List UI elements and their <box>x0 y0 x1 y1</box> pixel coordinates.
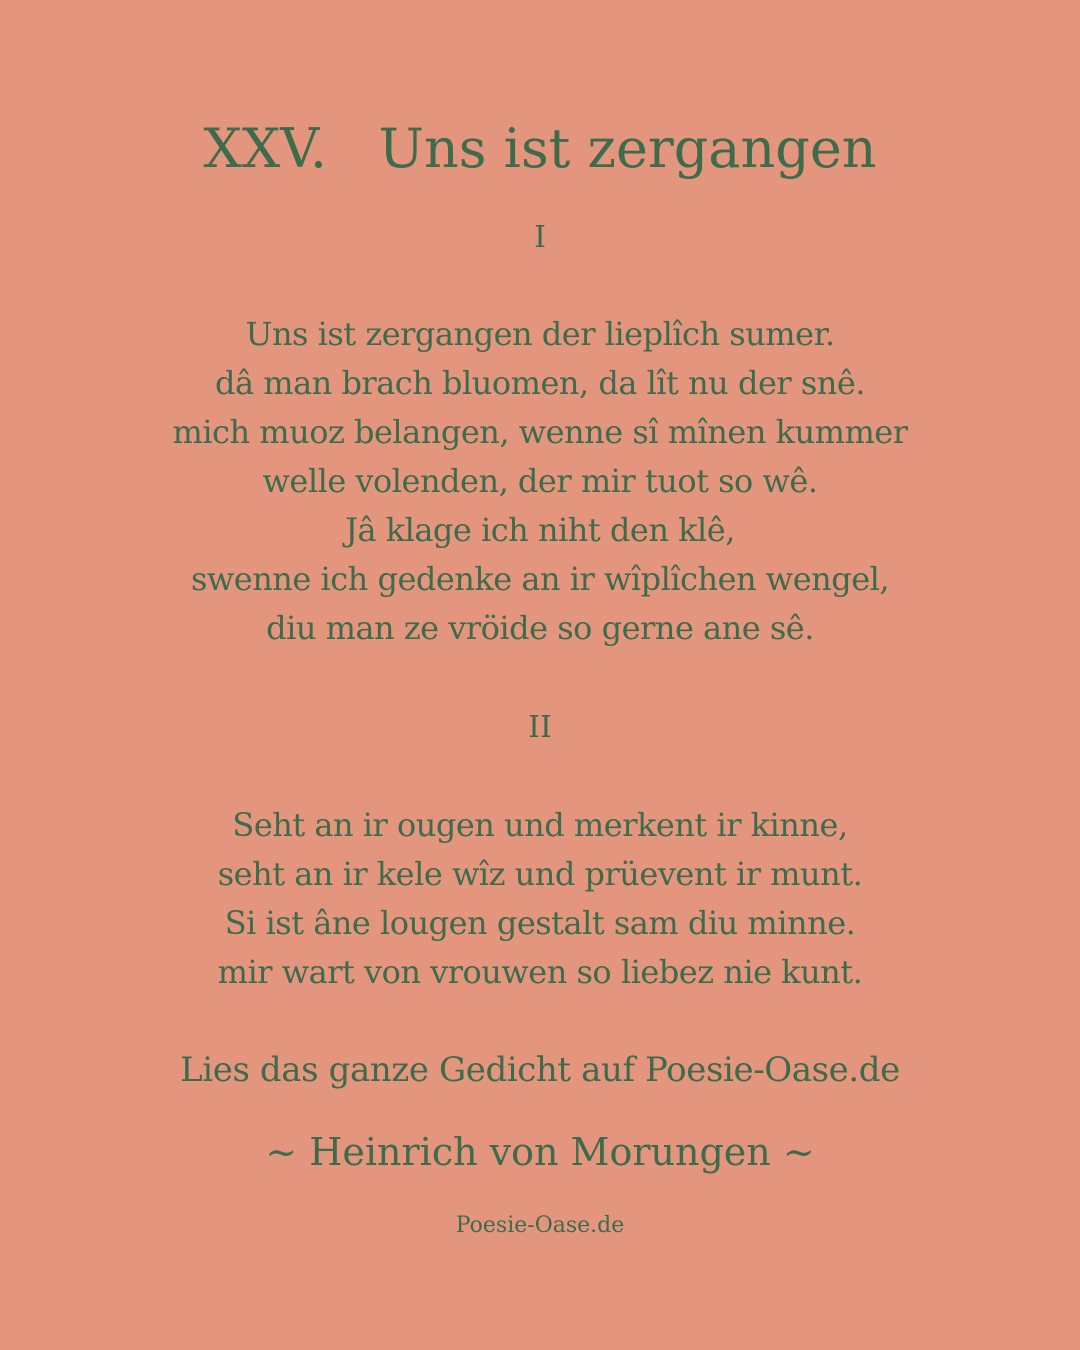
stanza-1-line-2: dâ man brach bluomen, da lît nu der snê. <box>215 364 865 402</box>
poem-title: XXV. Uns ist zergangen <box>203 117 877 180</box>
stanza-2-line-1: Seht an ir ougen und merkent ir kinne, <box>232 806 848 844</box>
stanza-number-2: II <box>528 710 552 745</box>
stanza-2-line-4: mir wart von vrouwen so liebez nie kunt. <box>217 953 863 991</box>
stanza-number-1: I <box>534 220 546 255</box>
site-footer: Poesie-Oase.de <box>455 1213 625 1238</box>
stanza-1-line-3: mich muoz belangen, wenne sî mînen kummer <box>172 413 908 451</box>
stanza-2-line-3: Si ist âne lougen gestalt sam diu minne. <box>224 904 856 942</box>
author-name: ~ Heinrich von Morungen ~ <box>265 1130 815 1174</box>
read-full-poem-text: Lies das ganze Gedicht auf Poesie-Oase.de <box>180 1050 900 1090</box>
stanza-1-line-1: Uns ist zergangen der lieplîch sumer. <box>245 315 835 353</box>
stanza-1-line-6: swenne ich gedenke an ir wîplîchen wengel, <box>190 560 890 598</box>
stanza-1-line-7: diu man ze vröide so gerne ane sê. <box>266 609 814 647</box>
stanza-1 <box>0 310 1080 653</box>
stanza-1-line-5: Jâ klage ich niht den klê, <box>345 511 735 549</box>
stanza-2 <box>0 801 1080 997</box>
stanza-1-line-4: welle volenden, der mir tuot so wê. <box>262 462 818 500</box>
stanza-2-line-2: seht an ir kele wîz und prüevent ir munt. <box>217 855 863 893</box>
